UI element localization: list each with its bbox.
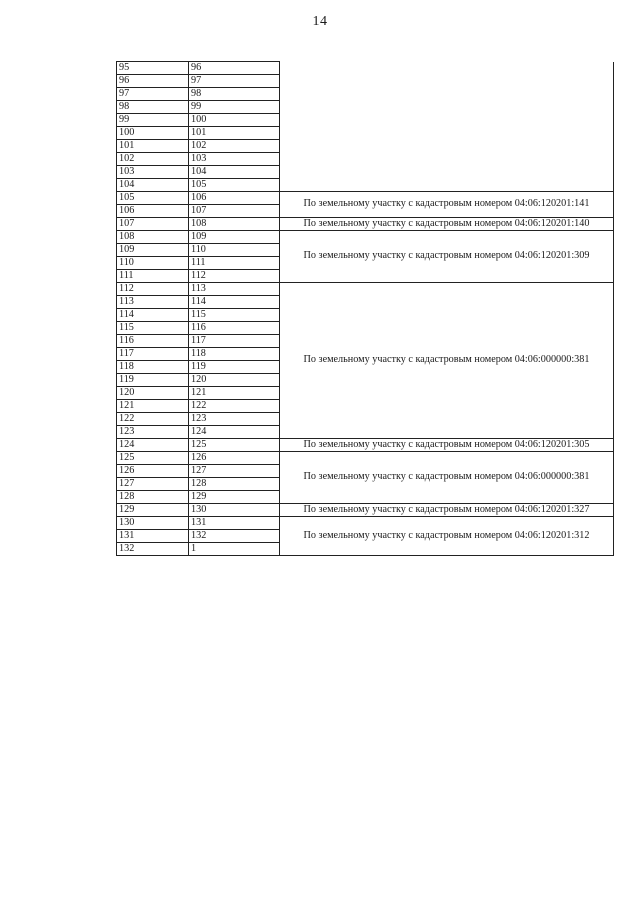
- point-to-cell: 126: [189, 452, 280, 465]
- point-to-cell: 114: [189, 296, 280, 309]
- point-from-cell: 113: [117, 296, 189, 309]
- point-to-cell: 122: [189, 400, 280, 413]
- boundary-description-cell: По земельному участку с кадастровым номером 04:06:120201:327: [280, 504, 614, 517]
- point-from-cell: 126: [117, 465, 189, 478]
- point-from-cell: 129: [117, 504, 189, 517]
- point-from-cell: 96: [117, 75, 189, 88]
- point-to-cell: 113: [189, 283, 280, 296]
- point-from-cell: 108: [117, 231, 189, 244]
- point-to-cell: 112: [189, 270, 280, 283]
- point-to-cell: 131: [189, 517, 280, 530]
- point-from-cell: 118: [117, 361, 189, 374]
- point-from-cell: 104: [117, 179, 189, 192]
- point-from-cell: 130: [117, 517, 189, 530]
- point-from-cell: 101: [117, 140, 189, 153]
- point-to-cell: 125: [189, 439, 280, 452]
- boundary-points-table-body: [117, 62, 614, 556]
- boundary-points-table: [116, 61, 614, 556]
- point-from-cell: 125: [117, 452, 189, 465]
- point-to-cell: 124: [189, 426, 280, 439]
- point-from-cell: 102: [117, 153, 189, 166]
- point-from-cell: 115: [117, 322, 189, 335]
- table-row: [117, 504, 614, 517]
- point-to-cell: 111: [189, 257, 280, 270]
- point-to-cell: 115: [189, 309, 280, 322]
- table-row: [117, 62, 614, 75]
- point-to-cell: 102: [189, 140, 280, 153]
- boundary-description-cell: По земельному участку с кадастровым номером 04:06:120201:305: [280, 439, 614, 452]
- point-to-cell: 103: [189, 153, 280, 166]
- point-to-cell: 96: [189, 62, 280, 75]
- point-to-cell: 99: [189, 101, 280, 114]
- point-from-cell: 132: [117, 543, 189, 556]
- point-from-cell: 103: [117, 166, 189, 179]
- point-from-cell: 106: [117, 205, 189, 218]
- point-to-cell: 129: [189, 491, 280, 504]
- point-to-cell: 132: [189, 530, 280, 543]
- point-from-cell: 112: [117, 283, 189, 296]
- point-to-cell: 130: [189, 504, 280, 517]
- point-from-cell: 128: [117, 491, 189, 504]
- point-to-cell: 107: [189, 205, 280, 218]
- point-from-cell: 111: [117, 270, 189, 283]
- point-from-cell: 109: [117, 244, 189, 257]
- point-to-cell: 1: [189, 543, 280, 556]
- point-from-cell: 114: [117, 309, 189, 322]
- point-to-cell: 98: [189, 88, 280, 101]
- point-from-cell: 99: [117, 114, 189, 127]
- point-to-cell: 100: [189, 114, 280, 127]
- point-from-cell: 127: [117, 478, 189, 491]
- point-to-cell: 106: [189, 192, 280, 205]
- point-to-cell: 121: [189, 387, 280, 400]
- point-from-cell: 116: [117, 335, 189, 348]
- point-from-cell: 107: [117, 218, 189, 231]
- point-to-cell: 104: [189, 166, 280, 179]
- point-to-cell: 108: [189, 218, 280, 231]
- table-row: [117, 192, 614, 205]
- table-row: [117, 439, 614, 452]
- point-to-cell: 110: [189, 244, 280, 257]
- point-from-cell: 122: [117, 413, 189, 426]
- point-to-cell: 109: [189, 231, 280, 244]
- table-row: [117, 231, 614, 244]
- point-from-cell: 131: [117, 530, 189, 543]
- point-from-cell: 98: [117, 101, 189, 114]
- point-to-cell: 97: [189, 75, 280, 88]
- table-row: [117, 517, 614, 530]
- table-row: [117, 218, 614, 231]
- page-number: 14: [312, 14, 328, 29]
- boundary-description-cell: По земельному участку с кадастровым номером 04:06:000000:381: [280, 452, 614, 504]
- boundary-description-cell: По земельному участку с кадастровым номером 04:06:120201:312: [280, 517, 614, 556]
- point-to-cell: 120: [189, 374, 280, 387]
- table-row: [117, 283, 614, 296]
- point-from-cell: 123: [117, 426, 189, 439]
- point-from-cell: 119: [117, 374, 189, 387]
- table-row: [117, 452, 614, 465]
- boundary-description-cell: По земельному участку с кадастровым номером 04:06:120201:140: [280, 218, 614, 231]
- boundary-description-cell: По земельному участку с кадастровым номером 04:06:120201:309: [280, 231, 614, 283]
- point-from-cell: 121: [117, 400, 189, 413]
- point-from-cell: 97: [117, 88, 189, 101]
- point-to-cell: 123: [189, 413, 280, 426]
- point-to-cell: 127: [189, 465, 280, 478]
- point-from-cell: 117: [117, 348, 189, 361]
- boundary-description-cell: [280, 62, 614, 192]
- point-to-cell: 101: [189, 127, 280, 140]
- point-from-cell: 124: [117, 439, 189, 452]
- point-from-cell: 110: [117, 257, 189, 270]
- point-from-cell: 105: [117, 192, 189, 205]
- point-to-cell: 119: [189, 361, 280, 374]
- point-to-cell: 116: [189, 322, 280, 335]
- boundary-description-cell: По земельному участку с кадастровым номером 04:06:120201:141: [280, 192, 614, 218]
- point-to-cell: 105: [189, 179, 280, 192]
- point-to-cell: 117: [189, 335, 280, 348]
- point-to-cell: 118: [189, 348, 280, 361]
- point-to-cell: 128: [189, 478, 280, 491]
- point-from-cell: 120: [117, 387, 189, 400]
- boundary-description-cell: По земельному участку с кадастровым номером 04:06:000000:381: [280, 283, 614, 439]
- point-from-cell: 100: [117, 127, 189, 140]
- point-from-cell: 95: [117, 62, 189, 75]
